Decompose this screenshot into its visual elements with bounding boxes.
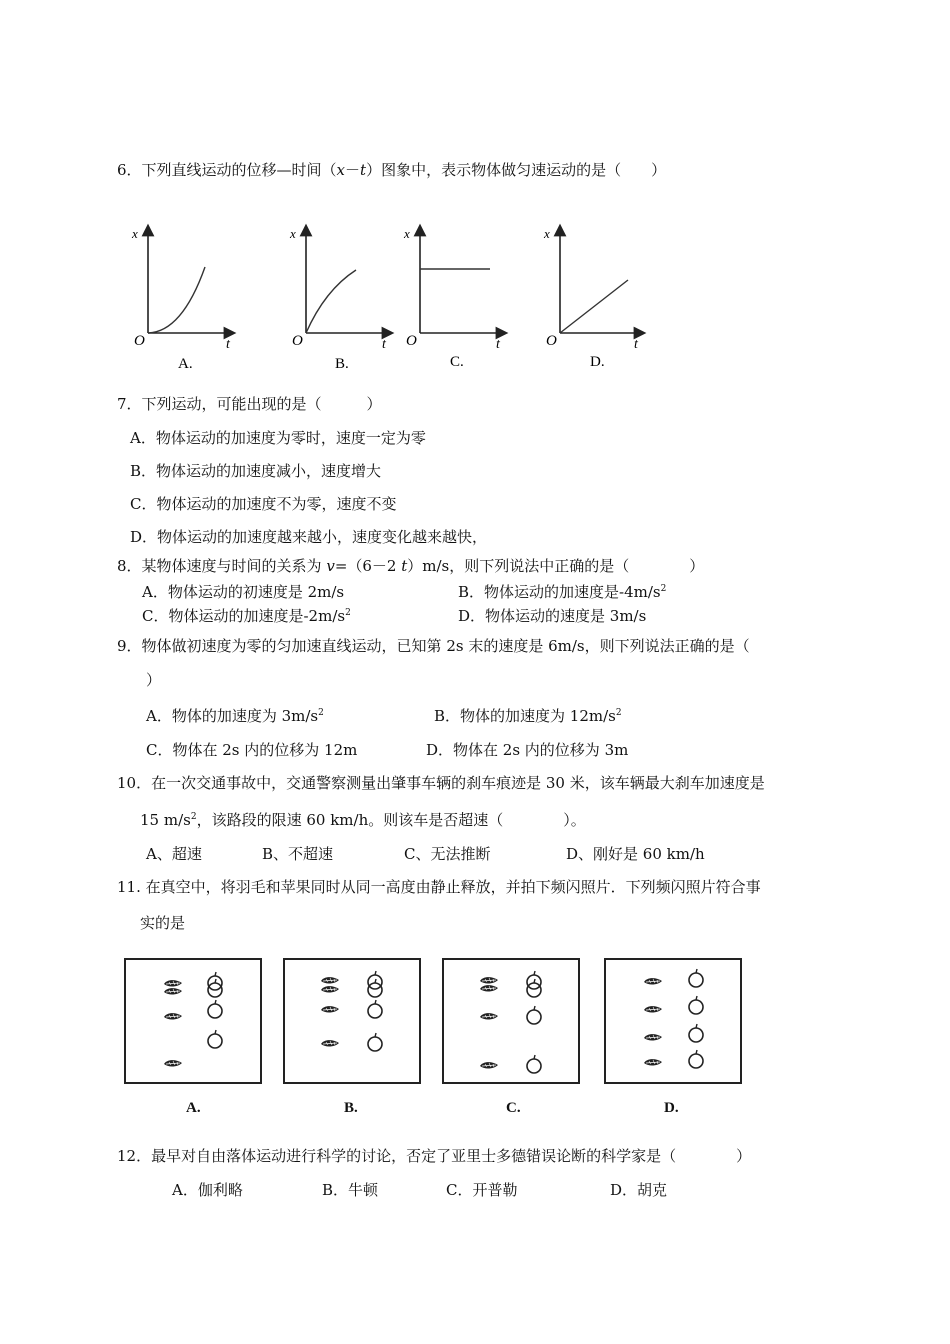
graph-a-y-label: x (132, 226, 138, 241)
question-11-stem: 11. 在真空中，将羽毛和苹果同时从同一高度由静止释放，并拍下频闪照片．下列频闪照片符合事 (117, 878, 761, 896)
question-12-option-c: C．开普勒 (446, 1181, 518, 1199)
question-8-option-a: A．物体运动的初速度是 2m/s (142, 583, 345, 601)
strobe-panel-c-label: C. (506, 1100, 521, 1116)
question-12-stem: 12．最早对自由落体运动进行科学的讨论，否定了亚里士多德错误论断的科学家是（ ） (117, 1147, 752, 1165)
graph-b-origin: O (292, 333, 303, 349)
question-6-stem: 6．下列直线运动的位移—时间（x－t）图象中，表示物体做匀速运动的是（ ） (117, 161, 667, 179)
strobe-panel-b (283, 958, 421, 1084)
graph-b (289, 226, 388, 372)
graph-c-y-label: x (404, 226, 410, 241)
graph-b-x-label: t (382, 337, 386, 352)
question-10-option-c: C、无法推断 (404, 845, 491, 863)
question-9-option-c: C．物体在 2s 内的位移为 12m (146, 741, 358, 759)
question-8-stem: 8．某物体速度与时间的关系为 v=（6－2 t）m/s，则下列说法中正确的是（ ） (117, 557, 705, 575)
strobe-panel-d (604, 958, 742, 1084)
question-7-stem: 7．下列运动，可能出现的是（ ） (117, 395, 382, 413)
question-10-stem: 10．在一次交通事故中，交通警察测量出肇事车辆的刹车痕迹是 30 米，该车辆最大刹车加速度是 (117, 774, 765, 792)
graph-c (403, 226, 502, 370)
graph-a (131, 226, 231, 372)
question-9-option-a: A．物体的加速度为 $3m/s^2$ (146, 707, 324, 725)
strobe-panel-a (124, 958, 262, 1084)
question-8-option-d: D．物体运动的速度是 3m/s (458, 607, 647, 625)
question-8-option-b: B．物体运动的加速度是$-4m/s^2$ (458, 583, 667, 601)
question-10-option-b: B、不超速 (262, 845, 334, 863)
graph-a-label: A. (178, 356, 193, 372)
graph-a-origin: O (134, 333, 145, 349)
question-9-option-d: D．物体在 2s 内的位移为 3m (426, 741, 629, 759)
graph-c-label: C. (450, 354, 464, 370)
question-7-option-d: D．物体运动的加速度越来越小，速度变化越来越快， (130, 528, 488, 546)
graph-c-origin: O (406, 333, 417, 349)
question-10-option-a: A、超速 (146, 845, 202, 863)
graph-b-y-label: x (290, 226, 296, 241)
graph-b-label: B. (335, 356, 349, 372)
strobe-panel-d-label: D. (664, 1100, 679, 1116)
question-12-option-a: A．伽利略 (172, 1181, 243, 1199)
strobe-panel-b-label: B. (344, 1100, 358, 1116)
graph-c-x-label: t (496, 337, 500, 352)
question-9-option-b: B．物体的加速度为 $12m/s^2$ (434, 707, 622, 725)
question-9-stem-cont: ） (146, 671, 162, 689)
strobe-panel-c (442, 958, 580, 1084)
question-10-option-d: D、刚好是 60 km/h (566, 845, 705, 863)
question-7-option-b: B．物体运动的加速度减小，速度增大 (130, 462, 382, 480)
graph-d-y-label: x (544, 226, 550, 241)
xt-graphs (120, 220, 660, 380)
graph-d-origin: O (546, 333, 557, 349)
question-10-stem-cont: 15 $m/s^2$，该路段的限速 60 km/h。则该车是否超速（ ）。 (140, 811, 586, 829)
question-8-option-c: C．物体运动的加速度是$-2m/s^2$ (142, 607, 351, 625)
strobe-panel-a-label: A. (186, 1100, 201, 1116)
graph-d (543, 226, 640, 370)
graph-d-x-label: t (634, 337, 638, 352)
graph-d-label: D. (590, 354, 605, 370)
question-9-stem: 9．物体做初速度为零的匀加速直线运动，已知第 2s 末的速度是 6m/s，则下列说法正确的是（ (117, 637, 750, 655)
question-7-option-a: A．物体运动的加速度为零时，速度一定为零 (130, 429, 426, 447)
question-7-option-c: C．物体运动的加速度不为零，速度不变 (130, 495, 397, 513)
graph-a-x-label: t (226, 337, 230, 352)
question-11-stem-cont: 实的是 (140, 914, 186, 932)
question-12-option-b: B．牛顿 (322, 1181, 379, 1199)
question-12-option-d: D．胡克 (610, 1181, 668, 1199)
